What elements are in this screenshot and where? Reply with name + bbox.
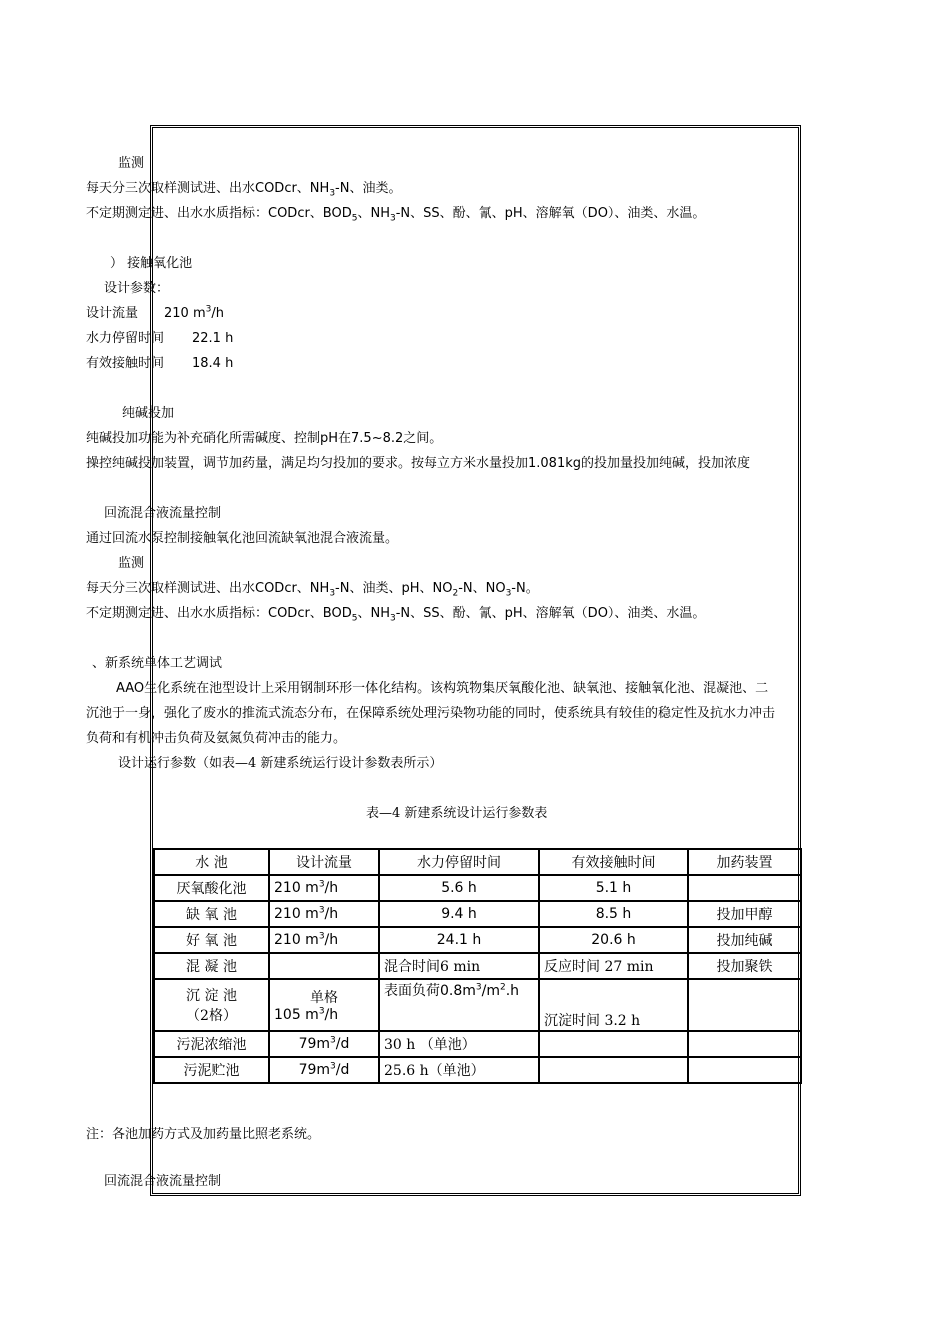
header-contact: 有效接触时间: [539, 849, 688, 875]
row-name: 缺 氧 池: [154, 901, 269, 927]
row-dosing: [688, 875, 801, 901]
row-name: 污泥贮池: [154, 1057, 269, 1083]
soda-line1: 纯碱投加功能为补充硝化所需碱度、控制pH在7.5~8.2之间。: [86, 431, 443, 446]
soda-heading: 纯碱投加: [122, 406, 175, 421]
row-contact: [539, 1057, 688, 1083]
design-flow-label: 设计流量: [86, 306, 139, 321]
row-flow: 210 $m^3/h$: [269, 901, 379, 927]
table-row: [154, 1057, 801, 1083]
table-row: [154, 1031, 801, 1057]
header-flow: 设计流量: [269, 849, 379, 875]
monitor1-heading: 监测: [118, 156, 145, 171]
new-system-heading: 、新系统单体工艺调试: [92, 656, 223, 671]
hrt-label: 水力停留时间: [86, 331, 165, 346]
soda-line2: 操控纯碱投加装置，调节加药量，满足均匀投加的要求。按每立方米水量投加1.081kg的投加量投加纯碱，投加浓度: [86, 456, 750, 471]
header-hrt: 水力停留时间: [379, 849, 539, 875]
row-flow: 210 $m^3/h$: [269, 927, 379, 953]
row-dosing: 投加聚铁: [688, 953, 801, 979]
row-name: 好 氧 池: [154, 927, 269, 953]
row-flow-line2: 105 $m^3/h$: [274, 1006, 339, 1023]
monitor2-line1: 每天分三次取样测试进、出水CODcr、$NH_3-N$、油类、pH、$NO_2-N$、$NO_3-N$。: [86, 581, 539, 599]
row-dosing: [688, 1057, 801, 1083]
row-flow: [269, 979, 379, 1031]
new-system-para-line3: 负荷和有机冲击负荷及氨氮负荷冲击的能力。: [86, 731, 347, 746]
row-contact: 20.6 h: [539, 927, 688, 953]
new-system-para-line2: 沉池于一身，强化了废水的推流式流态分布，在保障系统处理污染物功能的同时，使系统具有较佳的稳定性及抗水力冲击: [86, 706, 776, 721]
row-name: 污泥浓缩池: [154, 1031, 269, 1057]
row-hrt: 30 h （单池）: [379, 1031, 539, 1057]
row-contact: 沉淀时间 3.2 h: [539, 979, 688, 1031]
row-hrt: 5.6 h: [379, 875, 539, 901]
row-dosing: [688, 979, 801, 1031]
new-system-para-line1: AAO生化系统在池型设计上采用钢制环形一体化结构。该构筑物集厌氧酸化池、缺氧池、接触氧化池、混凝池、二: [116, 681, 769, 696]
monitor1-line1: 每天分三次取样测试进、出水CODcr、$NH_3-N$、油类。: [86, 181, 402, 199]
table-row: [154, 953, 801, 979]
design-flow-value: 210 $m^3/h$: [164, 304, 224, 321]
contact-time-value: 18.4 h: [192, 356, 234, 371]
reflux-line1: 通过回流水泵控制接触氧化池回流缺氧池混合液流量。: [86, 531, 399, 546]
row-flow: $79m^3/d$: [269, 1057, 379, 1083]
params-table: [153, 848, 802, 1084]
hrt-value: 22.1 h: [192, 331, 234, 346]
row-dosing: 投加纯碱: [688, 927, 801, 953]
row-name-line2: （2格）: [186, 1008, 237, 1024]
row-contact: 5.1 h: [539, 875, 688, 901]
row-name: [154, 979, 269, 1031]
row-name: 混 凝 池: [154, 953, 269, 979]
row-contact: 8.5 h: [539, 901, 688, 927]
header-pool: 水 池: [154, 849, 269, 875]
design-params-label: 设计参数：: [104, 281, 170, 296]
row-contact: [539, 1031, 688, 1057]
row-flow-line1: 单格: [310, 990, 338, 1006]
row-name-line1: 沉 淀 池: [186, 988, 237, 1004]
row-hrt: 9.4 h: [379, 901, 539, 927]
table-row: [154, 875, 801, 901]
monitor2-line2: 不定期测定进、出水水质指标：CODcr、$BOD_5$、$NH_3-N$、SS、酚、氰、pH、溶解氧（DO）、油类、水温。: [86, 606, 706, 624]
table-row: [154, 901, 801, 927]
row-contact: 反应时间 27 min: [539, 953, 688, 979]
row-flow: $79m^3/d$: [269, 1031, 379, 1057]
row-name: 厌氧酸化池: [154, 875, 269, 901]
monitor1-line2: 不定期测定进、出水水质指标：CODcr、$BOD_5$、$NH_3-N$、SS、酚、氰、pH、溶解氧（DO）、油类、水温。: [86, 206, 706, 224]
table-note: 注：各池加药方式及加药量比照老系统。: [86, 1127, 321, 1142]
row-hrt: 表面负荷$0.8m^3/m^2.h$: [379, 979, 539, 1031]
header-dosing: 加药装置: [688, 849, 801, 875]
row-dosing: [688, 1031, 801, 1057]
row-hrt: 混合时间6 min: [379, 953, 539, 979]
contact-pool-heading: ） 接触氧化池: [110, 256, 193, 271]
reflux-heading: 回流混合液流量控制: [104, 506, 222, 521]
contact-time-label: 有效接触时间: [86, 356, 165, 371]
row-hrt: 25.6 h（单池）: [379, 1057, 539, 1083]
table-caption: 表—4 新建系统设计运行参数表: [366, 806, 548, 821]
param-table-reference: 设计运行参数（如表—4 新建系统运行设计参数表所示）: [118, 756, 443, 771]
footer-heading: 回流混合液流量控制: [104, 1174, 222, 1189]
row-dosing: 投加甲醇: [688, 901, 801, 927]
row-flow: [269, 953, 379, 979]
row-hrt: 24.1 h: [379, 927, 539, 953]
row-flow: 210 $m^3/h$: [269, 875, 379, 901]
monitor2-heading: 监测: [118, 556, 145, 571]
table-row: [154, 927, 801, 953]
table-row: [154, 979, 801, 1031]
table-header-row: [154, 849, 801, 875]
